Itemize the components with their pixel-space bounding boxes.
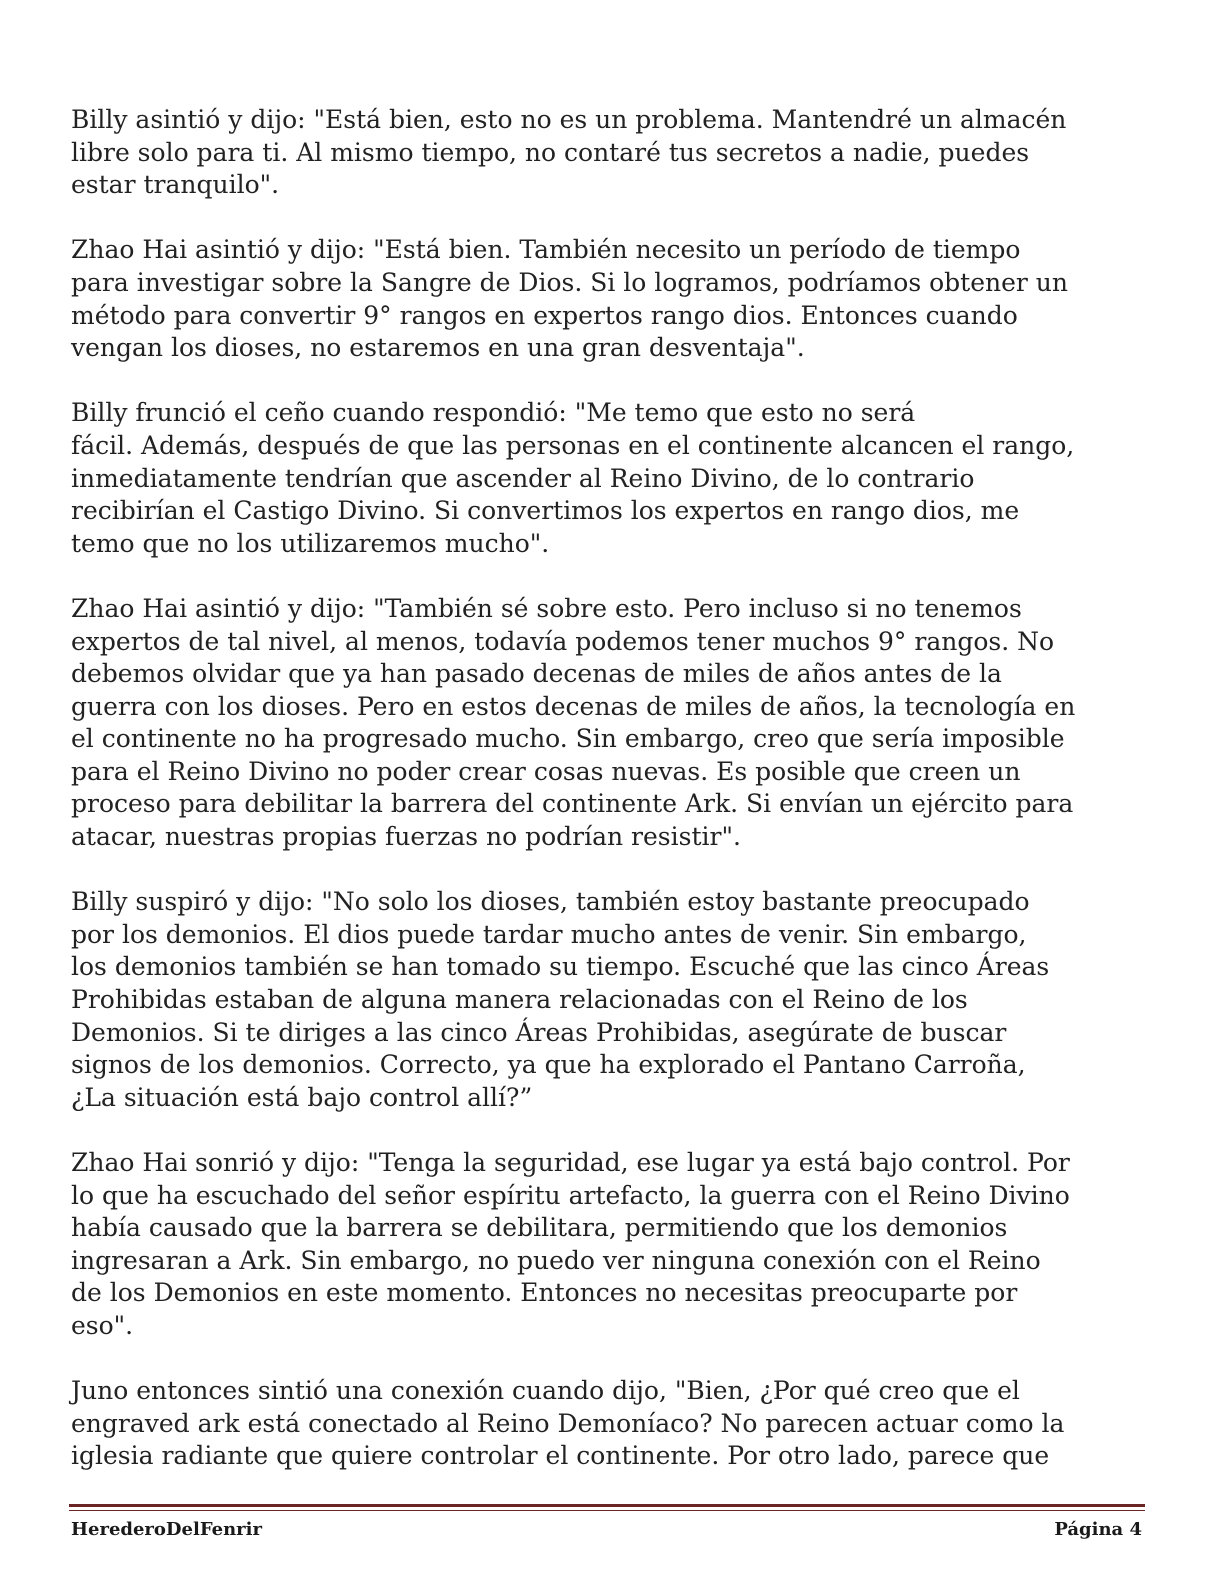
footer-rule <box>69 1504 1145 1507</box>
text-line: el continente no ha progresado mucho. Sin embargo, creo que sería imposible <box>71 724 1065 754</box>
paragraph <box>71 234 1146 364</box>
footer-author: HerederoDelFenrir <box>71 1519 262 1540</box>
text-line: para investigar sobre la Sangre de Dios. Si lo logramos, podríamos obtener un <box>71 267 1068 297</box>
text-line: eso". <box>71 1310 134 1340</box>
text-line: Demonios. Si te diriges a las cinco Áreas Prohibidas, asegúrate de buscar <box>71 1017 1007 1047</box>
document-body <box>71 104 1146 1506</box>
text-line: signos de los demonios. Correcto, ya que ha explorado el Pantano Carroña, <box>71 1050 1026 1080</box>
text-line: inmediatamente tendrían que ascender al Reino Divino, de lo contrario <box>71 463 975 493</box>
footer-page-number: Página 4 <box>1054 1519 1142 1540</box>
paragraph <box>71 1375 1146 1473</box>
text-line: Billy suspiró y dijo: "No solo los dioses, también estoy bastante preocupado <box>71 887 1030 917</box>
text-line: Billy asintió y dijo: "Está bien, esto no es un problema. Mantendré un almacén <box>71 105 1067 134</box>
text-line: debemos olvidar que ya han pasado decenas de miles de años antes de la <box>71 659 1002 689</box>
footer-rule-thin <box>69 1510 1145 1511</box>
text-line: Juno entonces sintió una conexión cuando dijo, "Bien, ¿Por qué creo que el <box>71 1376 1020 1406</box>
text-line: atacar, nuestras propias fuerzas no podrían resistir". <box>71 822 741 852</box>
text-line: fácil. Además, después de que las personas en el continente alcancen el rango, <box>71 430 1075 460</box>
text-line: método para convertir 9° rangos en expertos rango dios. Entonces cuando <box>71 300 1018 330</box>
text-line: de los Demonios en este momento. Entonces no necesitas preocuparte por <box>71 1278 1018 1308</box>
text-line: por los demonios. El dios puede tardar mucho antes de venir. Sin embargo, <box>71 919 1027 949</box>
text-line: engraved ark está conectado al Reino Demoníaco? No parecen actuar como la <box>71 1408 1065 1438</box>
text-line: temo que no los utilizaremos mucho". <box>71 528 550 558</box>
text-line: lo que ha escuchado del señor espíritu artefacto, la guerra con el Reino Divino <box>71 1180 1070 1210</box>
text-line: para el Reino Divino no poder crear cosas nuevas. Es posible que creen un <box>71 756 1021 786</box>
paragraph <box>71 886 1146 1114</box>
text-line: proceso para debilitar la barrera del continente Ark. Si envían un ejército para <box>71 789 1074 819</box>
text-line: Zhao Hai asintió y dijo: "También sé sobre esto. Pero incluso si no tenemos <box>71 593 1022 623</box>
text-line: expertos de tal nivel, al menos, todavía podemos tener muchos 9° rangos. No <box>71 626 1055 656</box>
text-line: Zhao Hai asintió y dijo: "Está bien. También necesito un período de tiempo <box>71 235 1021 265</box>
paragraph <box>71 593 1146 854</box>
text-line: había causado que la barrera se debilitara, permitiendo que los demonios <box>71 1213 1008 1243</box>
text-line: libre solo para ti. Al mismo tiempo, no contaré tus secretos a nadie, puedes <box>71 137 1030 167</box>
text-line: los demonios también se han tomado su tiempo. Escuché que las cinco Áreas <box>71 952 1050 982</box>
text-line: ¿La situación está bajo control allí?” <box>71 1082 533 1112</box>
text-line: ingresaran a Ark. Sin embargo, no puedo ver ninguna conexión con el Reino <box>71 1245 1041 1275</box>
text-line: estar tranquilo". <box>71 170 280 200</box>
text-line: Zhao Hai sonrió y dijo: "Tenga la seguridad, ese lugar ya está bajo control. Por <box>71 1148 1070 1177</box>
paragraph <box>71 104 1146 202</box>
text-line: iglesia radiante que quiere controlar el continente. Por otro lado, parece que <box>71 1441 1050 1471</box>
paragraph <box>71 1147 1146 1343</box>
paragraph <box>71 397 1146 560</box>
text-line: guerra con los dioses. Pero en estos decenas de miles de años, la tecnología en <box>71 691 1076 721</box>
text-line: Prohibidas estaban de alguna manera relacionadas con el Reino de los <box>71 985 968 1015</box>
text-line: Billy frunció el ceño cuando respondió: "Me temo que esto no será <box>71 398 916 428</box>
text-line: recibirían el Castigo Divino. Si convertimos los expertos en rango dios, me <box>71 496 1020 526</box>
text-line: vengan los dioses, no estaremos en una gran desventaja". <box>71 333 805 363</box>
